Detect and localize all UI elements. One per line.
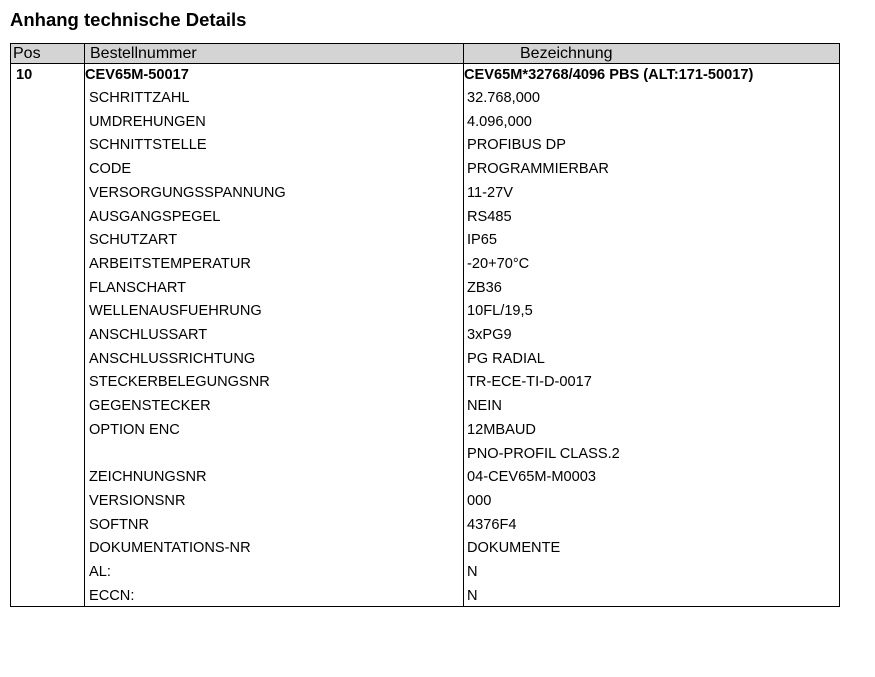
detail-value: PROFIBUS DP (467, 137, 566, 154)
detail-value: PROGRAMMIERBAR (467, 161, 609, 178)
detail-value: 11-27V (467, 184, 513, 201)
detail-value: 4.096,000 (467, 113, 532, 130)
detail-label: VERSORGUNGSSPANNUNG (89, 184, 286, 201)
detail-value: N (467, 587, 478, 604)
detail-label: ANSCHLUSSART (89, 327, 208, 343)
detail-label: SCHRITTZAHL (89, 90, 190, 106)
detail-label: DOKUMENTATIONS-NR (89, 540, 251, 557)
detail-value: 04-CEV65M-M0003 (467, 469, 596, 486)
detail-label: SCHNITTSTELLE (89, 137, 207, 154)
detail-value: ZB36 (467, 279, 502, 296)
detail-label: GEGENSTECKER (89, 398, 211, 415)
detail-label: OPTION ENC (89, 421, 180, 438)
detail-label: UMDREHUNGEN (89, 113, 206, 130)
detail-label: FLANSCHART (89, 279, 187, 296)
detail-value: -20+70°C (467, 255, 530, 272)
detail-label: SCHUTZART (89, 232, 178, 249)
detail-label: AL: (89, 564, 111, 580)
detail-label: ZEICHNUNGSNR (89, 469, 207, 486)
detail-value: PG RADIAL (467, 350, 545, 367)
detail-value: 3xPG9 (467, 327, 512, 343)
detail-value: NEIN (467, 398, 502, 415)
header-pos: Pos (13, 45, 41, 62)
detail-value: DOKUMENTE (467, 540, 561, 557)
detail-label: WELLENAUSFUEHRUNG (89, 303, 262, 320)
detail-label: ARBEITSTEMPERATUR (89, 255, 251, 272)
detail-label: CODE (89, 161, 132, 178)
detail-value: 32.768,000 (467, 90, 541, 106)
item-description: CEV65M*32768/4096 PBS (ALT:171-50017) (464, 67, 754, 83)
detail-label: ANSCHLUSSRICHTUNG (89, 350, 256, 367)
header-order-number: Bestellnummer (90, 45, 197, 62)
detail-value: 000 (467, 492, 492, 509)
detail-label: ECCN: (89, 587, 135, 604)
detail-value: RS485 (467, 208, 512, 225)
detail-value: TR-ECE-TI-D-0017 (467, 374, 592, 391)
detail-value: 12MBAUD (467, 421, 536, 438)
details-table (10, 43, 840, 607)
detail-label: AUSGANGSPEGEL (89, 208, 221, 225)
detail-value: N (467, 564, 478, 580)
detail-value: IP65 (467, 232, 498, 249)
page-title: Anhang technische Details (10, 9, 247, 30)
header-description: Bezeichnung (520, 45, 613, 62)
detail-value: 10FL/19,5 (467, 303, 533, 320)
table-header (11, 44, 839, 64)
detail-label: STECKERBELEGUNGSNR (89, 374, 270, 391)
detail-label: VERSIONSNR (89, 492, 186, 509)
item-pos: 10 (16, 67, 33, 83)
column-divider-description (463, 44, 464, 606)
detail-value: 4376F4 (467, 516, 517, 533)
item-order-number: CEV65M-50017 (85, 67, 189, 83)
detail-value: PNO-PROFIL CLASS.2 (467, 445, 620, 462)
detail-label: SOFTNR (89, 516, 149, 533)
column-divider-pos (84, 44, 85, 606)
